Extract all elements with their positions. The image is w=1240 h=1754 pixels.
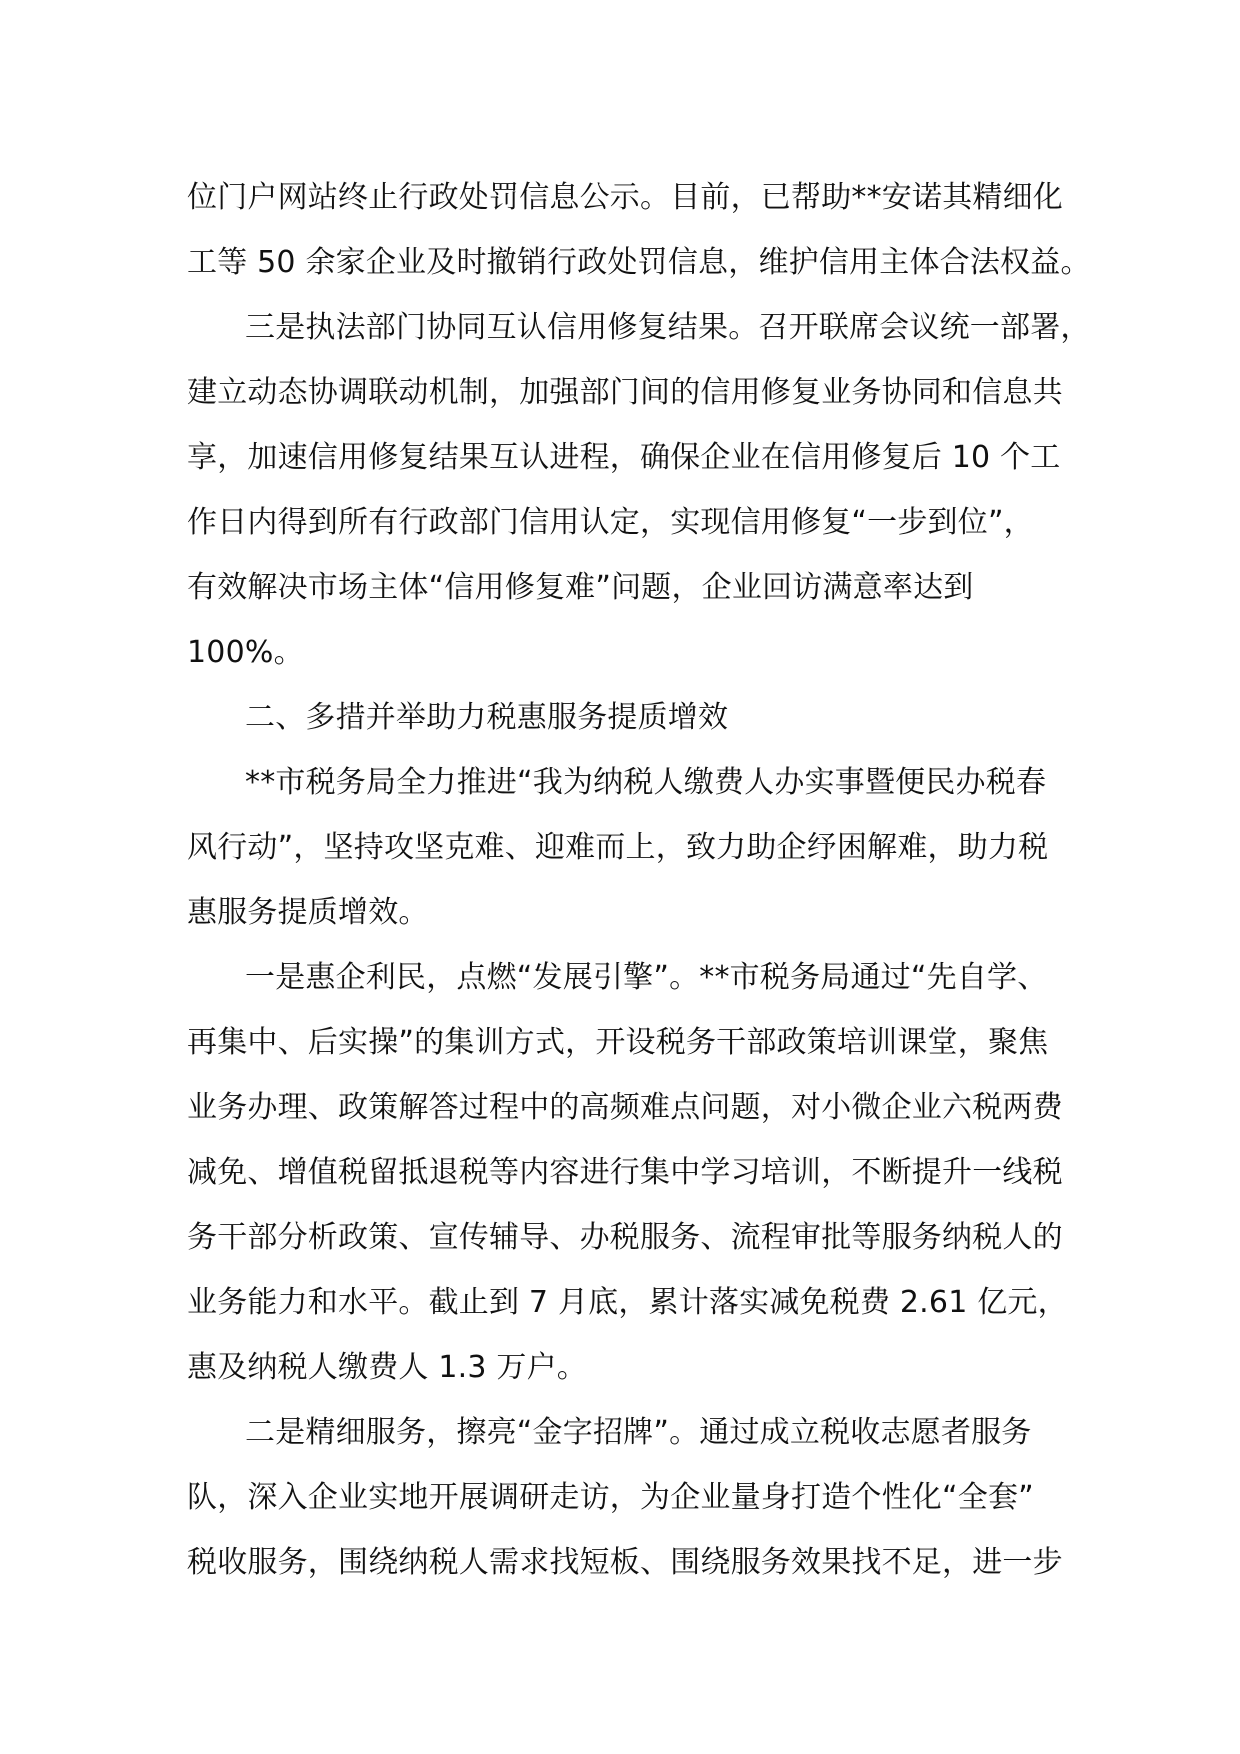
text-line: 惠服务提质增效。 bbox=[187, 895, 429, 930]
text-line: 有效解决市场主体“信用修复难”问题，企业回访满意率达到 bbox=[187, 570, 974, 605]
text-line: 惠及纳税人缴费人 1.3 万户。 bbox=[187, 1350, 587, 1385]
text-line: 三是执法部门协同互认信用修复结果。召开联席会议统一部署， bbox=[245, 310, 1091, 345]
text-line: 工等 50 余家企业及时撤销行政处罚信息，维护信用主体合法权益。 bbox=[187, 245, 1091, 280]
text-line: 位门户网站终止行政处罚信息公示。目前，已帮助**安诺其精细化 bbox=[187, 180, 1063, 215]
text-line: 业务办理、政策解答过程中的高频难点问题，对小微企业六税两费 bbox=[187, 1090, 1063, 1125]
text-line: 税收服务，围绕纳税人需求找短板、围绕服务效果找不足，进一步 bbox=[187, 1545, 1063, 1580]
text-line: 享，加速信用修复结果互认进程，确保企业在信用修复后 10 个工 bbox=[187, 440, 1061, 475]
text-line: 再集中、后实操”的集训方式，开设税务干部政策培训课堂，聚焦 bbox=[187, 1025, 1049, 1060]
text-line: 二是精细服务，擦亮“金字招牌”。通过成立税收志愿者服务 bbox=[245, 1415, 1032, 1450]
text-line: **市税务局全力推进“我为纳税人缴费人办实事暨便民办税春 bbox=[245, 765, 1047, 800]
section-heading: 二、多措并举助力税惠服务提质增效 bbox=[245, 700, 729, 735]
text-line: 100%。 bbox=[187, 635, 304, 670]
text-line: 建立动态协调联动机制，加强部门间的信用修复业务协同和信息共 bbox=[187, 375, 1063, 410]
text-line: 一是惠企利民，点燃“发展引擎”。**市税务局通过“先自学、 bbox=[245, 960, 1048, 995]
text-line: 风行动”，坚持攻坚克难、迎难而上，致力助企纾困解难，助力税 bbox=[187, 830, 1049, 865]
document-body bbox=[187, 165, 1091, 1595]
text-line: 减免、增值税留抵退税等内容进行集中学习培训，不断提升一线税 bbox=[187, 1155, 1063, 1190]
text-line: 队，深入企业实地开展调研走访，为企业量身打造个性化“全套” bbox=[187, 1480, 1034, 1515]
text-line: 务干部分析政策、宣传辅导、办税服务、流程审批等服务纳税人的 bbox=[187, 1220, 1063, 1255]
text-line: 业务能力和水平。截止到 7 月底，累计落实减免税费 2.61 亿元， bbox=[187, 1285, 1068, 1320]
text-line: 作日内得到所有行政部门信用认定，实现信用修复“一步到位”， bbox=[187, 505, 1034, 540]
